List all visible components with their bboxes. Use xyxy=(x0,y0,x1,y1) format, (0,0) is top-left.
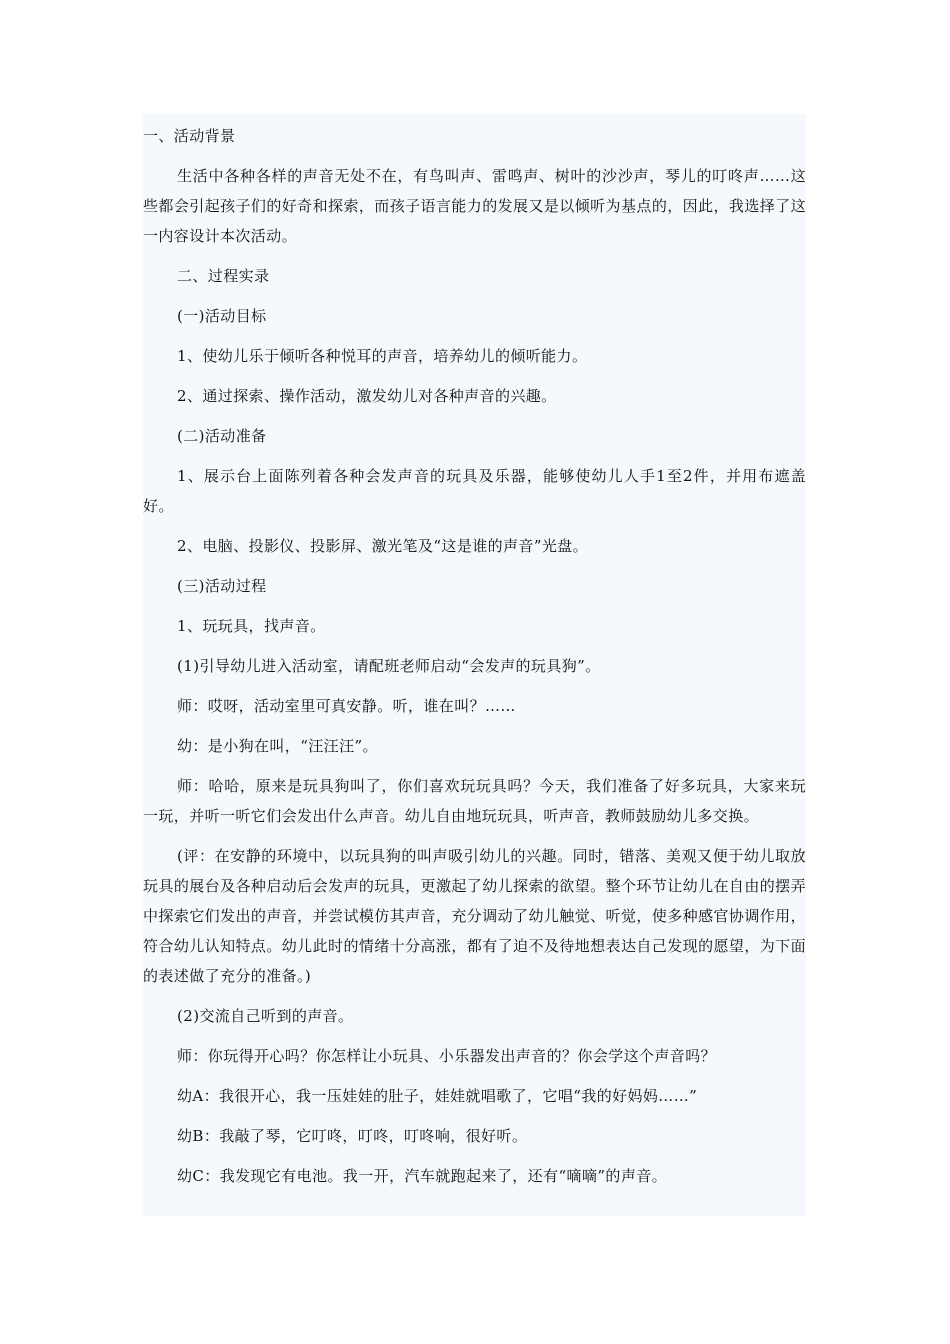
paragraph: (2)交流自己听到的声音。 xyxy=(177,1007,354,1025)
paragraph: 师：你玩得开心吗？你怎样让小玩具、小乐器发出声音的？你会学这个声音吗？ xyxy=(177,1047,717,1065)
paragraph: 一、活动背景 xyxy=(143,127,236,145)
paragraph: 师：哎呀，活动室里可真安静。听，谁在叫？…… xyxy=(177,697,516,715)
paragraph: 师：哈哈，原来是玩具狗叫了，你们喜欢玩玩具吗？今天，我们准备了好多玩具，大家来玩一玩，并听一听它们会发出什么声音。幼儿自由地玩玩具，听声音，教师鼓励幼儿多交换。 xyxy=(143,777,806,825)
paragraph: 1、使幼儿乐于倾听各种悦耳的声音，培养幼儿的倾听能力。 xyxy=(177,347,588,365)
paragraph: (三)活动过程 xyxy=(177,577,267,595)
paragraph: 1、玩玩具，找声音。 xyxy=(177,617,326,635)
paragraph: (二)活动准备 xyxy=(177,427,267,445)
paragraph: 幼B：我敲了琴，它叮咚，叮咚，叮咚响，很好听。 xyxy=(177,1127,528,1145)
paragraph: (评：在安静的环境中，以玩具狗的叫声吸引幼儿的兴趣。同时，错落、美观又便于幼儿取放玩具的展台及各种启动后会发声的玩具，更激起了幼儿探索的欲望。整个环节让幼儿在自由的摆弄中探索它们发出的声音，并尝试模仿其声音，充分调动了幼儿触觉、听觉，使多种感官协调作用，符合幼儿认知特点。幼儿此时的情绪十分高涨，都有了迫不及待地想表达自己发现的愿望，为下面的表述做了充分的准备。) xyxy=(143,847,806,985)
paragraph: 幼C：我发现它有电池。我一开，汽车就跑起来了，还有“嘀嘀”的声音。 xyxy=(177,1167,668,1185)
paragraph: 2、电脑、投影仪、投影屏、激光笔及“这是谁的声音”光盘。 xyxy=(177,537,589,555)
paragraph: 幼：是小狗在叫，“汪汪汪”。 xyxy=(177,737,378,755)
paragraph: 1、展示台上面陈列着各种会发声音的玩具及乐器，能够使幼儿人手1至2件，并用布遮盖好。 xyxy=(143,467,806,515)
paragraph: 2、通过探索、操作活动，激发幼儿对各种声音的兴趣。 xyxy=(177,387,557,405)
paragraph: (1)引导幼儿进入活动室，请配班老师启动“会发声的玩具狗”。 xyxy=(177,657,601,675)
paragraph: 幼A：我很开心，我一压娃娃的肚子，娃娃就唱歌了，它唱“我的好妈妈……” xyxy=(177,1087,698,1105)
document-page xyxy=(143,114,806,1216)
paragraph: 生活中各种各样的声音无处不在，有鸟叫声、雷鸣声、树叶的沙沙声，琴儿的叮咚声……这些都会引起孩子们的好奇和探索，而孩子语言能力的发展又是以倾听为基点的，因此，我选择了这一内容设计本次活动。 xyxy=(143,167,806,245)
paragraph: 二、过程实录 xyxy=(177,267,270,285)
paragraph: (一)活动目标 xyxy=(177,307,267,325)
